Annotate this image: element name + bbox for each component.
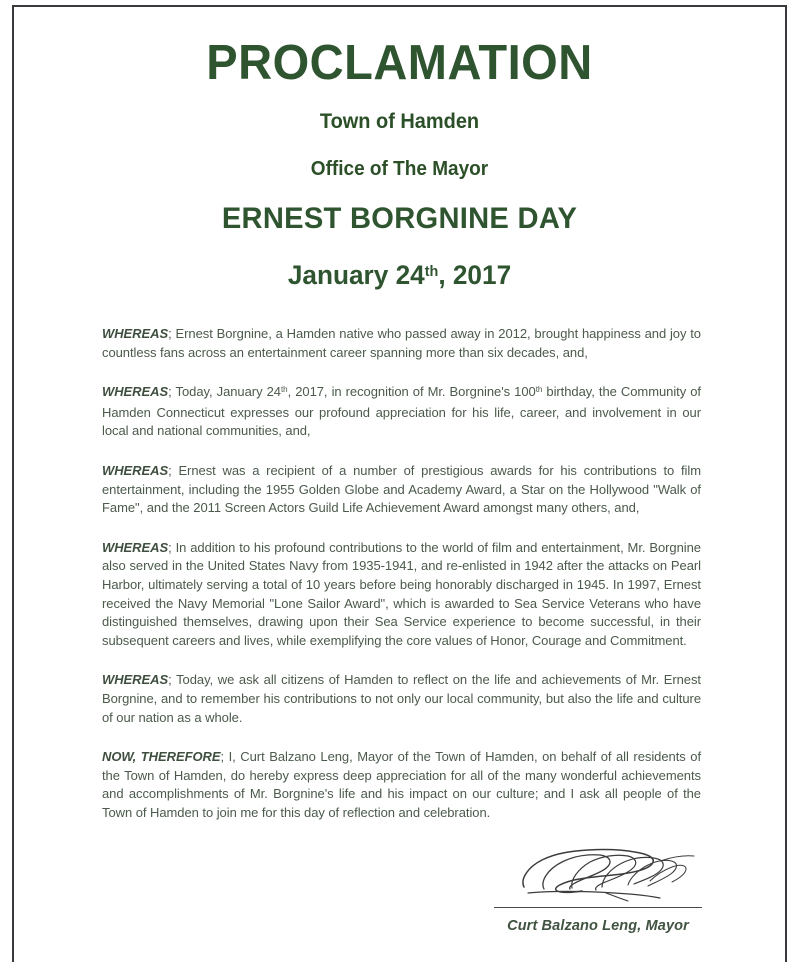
paragraph-lead: WHEREAS [102, 462, 169, 478]
document-header [14, 36, 785, 290]
signature-block [492, 843, 722, 934]
paragraph-lead: WHEREAS [102, 672, 169, 688]
paragraph-text: ; I, Curt Balzano Leng, Mayor of the Town of Hamden, on behalf of all residents of the Town of Hamden, do hereby express deep appreciation for all of the many wonderful achievements and accomplishments of Mr. Borgnine's life and his impact on our culture; and I ask all people of the Town of Hamden to join me for this day of reflection and celebration. [102, 749, 702, 820]
paragraph-text-part-1: ; Today, January 24 [168, 384, 281, 400]
paragraph-whereas-5 [102, 671, 701, 727]
paragraph-lead: WHEREAS [102, 326, 169, 341]
event-date-ordinal: th [424, 264, 439, 281]
document-content [14, 7, 785, 960]
paragraph-text-part-2: , 2017, in recognition of Mr. Borgnine's 100 [287, 384, 536, 400]
paragraph-text: ; Ernest Borgnine, a Hamden native who passed away in 2012, brought happiness and joy to countless fans across an entertainment career spanning more than six decades, and, [102, 326, 701, 360]
page-title: PROCLAMATION [206, 36, 593, 90]
signature-line [494, 907, 702, 908]
ordinal-suffix-birthday: th [535, 385, 543, 395]
paragraph-whereas-1 [102, 325, 701, 362]
paragraph-text: ; Today, we ask all citizens of Hamden to reflect on the life and achievements of Mr. Ernest Borgnine, and to remember his contributions to not only our local community, but also the life and culture of our nation as a whole. [102, 672, 701, 725]
ordinal-suffix-day: th [280, 385, 288, 395]
paragraph-text: ; In addition to his profound contributions to the world of film and entertainment, Mr. Borgnine also served in the United States Navy from 1935-1941, and re-enlisted in 1942 after the attacks on Pearl Harbor, ultimately serving a total of 10 years before being honorably discharged in 1945. In 1997, Ernest received the Navy Memorial "Lone Sailor Award", which is awarded to Sea Service Veterans who have distinguished themselves, drawing upon their Sea Service experience to become successful, in their subsequent careers and lives, while exemplifying the core values of Honor, Courage and Commitment. [102, 539, 701, 648]
paragraph-lead: NOW, THEREFORE [102, 749, 221, 765]
event-date-day: January 24 [287, 260, 425, 290]
paragraph-now-therefore [102, 748, 701, 822]
paragraph-lead: WHEREAS [102, 384, 169, 400]
paragraph-text-part-3: birthday, the Community of Hamden Connecticut expresses our profound appreciation for his life, career, and involvement in our local and national communities, and, [102, 384, 701, 439]
signatory-name: Curt Balzano Leng, Mayor [507, 917, 689, 934]
event-date-year: , 2017 [438, 260, 512, 290]
office-name: Office of The Mayor [310, 158, 489, 180]
event-title: ERNEST BORGNINE DAY [221, 202, 578, 235]
paragraph-whereas-2 [102, 383, 701, 441]
town-name: Town of Hamden [319, 110, 480, 133]
document-body [14, 325, 785, 822]
paragraph-text: ; Ernest was a recipient of a number of prestigious awards for his contributions to film entertainment, including the 1955 Golden Globe and Academy Award, a Star on the Hollywood "Walk of Fame", and the 2011 Screen Actors Guild Life Achievement Award amongst many others, and, [102, 462, 701, 516]
event-date [26, 262, 774, 289]
paragraph-whereas-3 [102, 462, 701, 518]
handwritten-signature-icon [510, 843, 710, 905]
paragraph-lead: WHEREAS [102, 539, 169, 555]
paragraph-whereas-4 [102, 539, 701, 651]
